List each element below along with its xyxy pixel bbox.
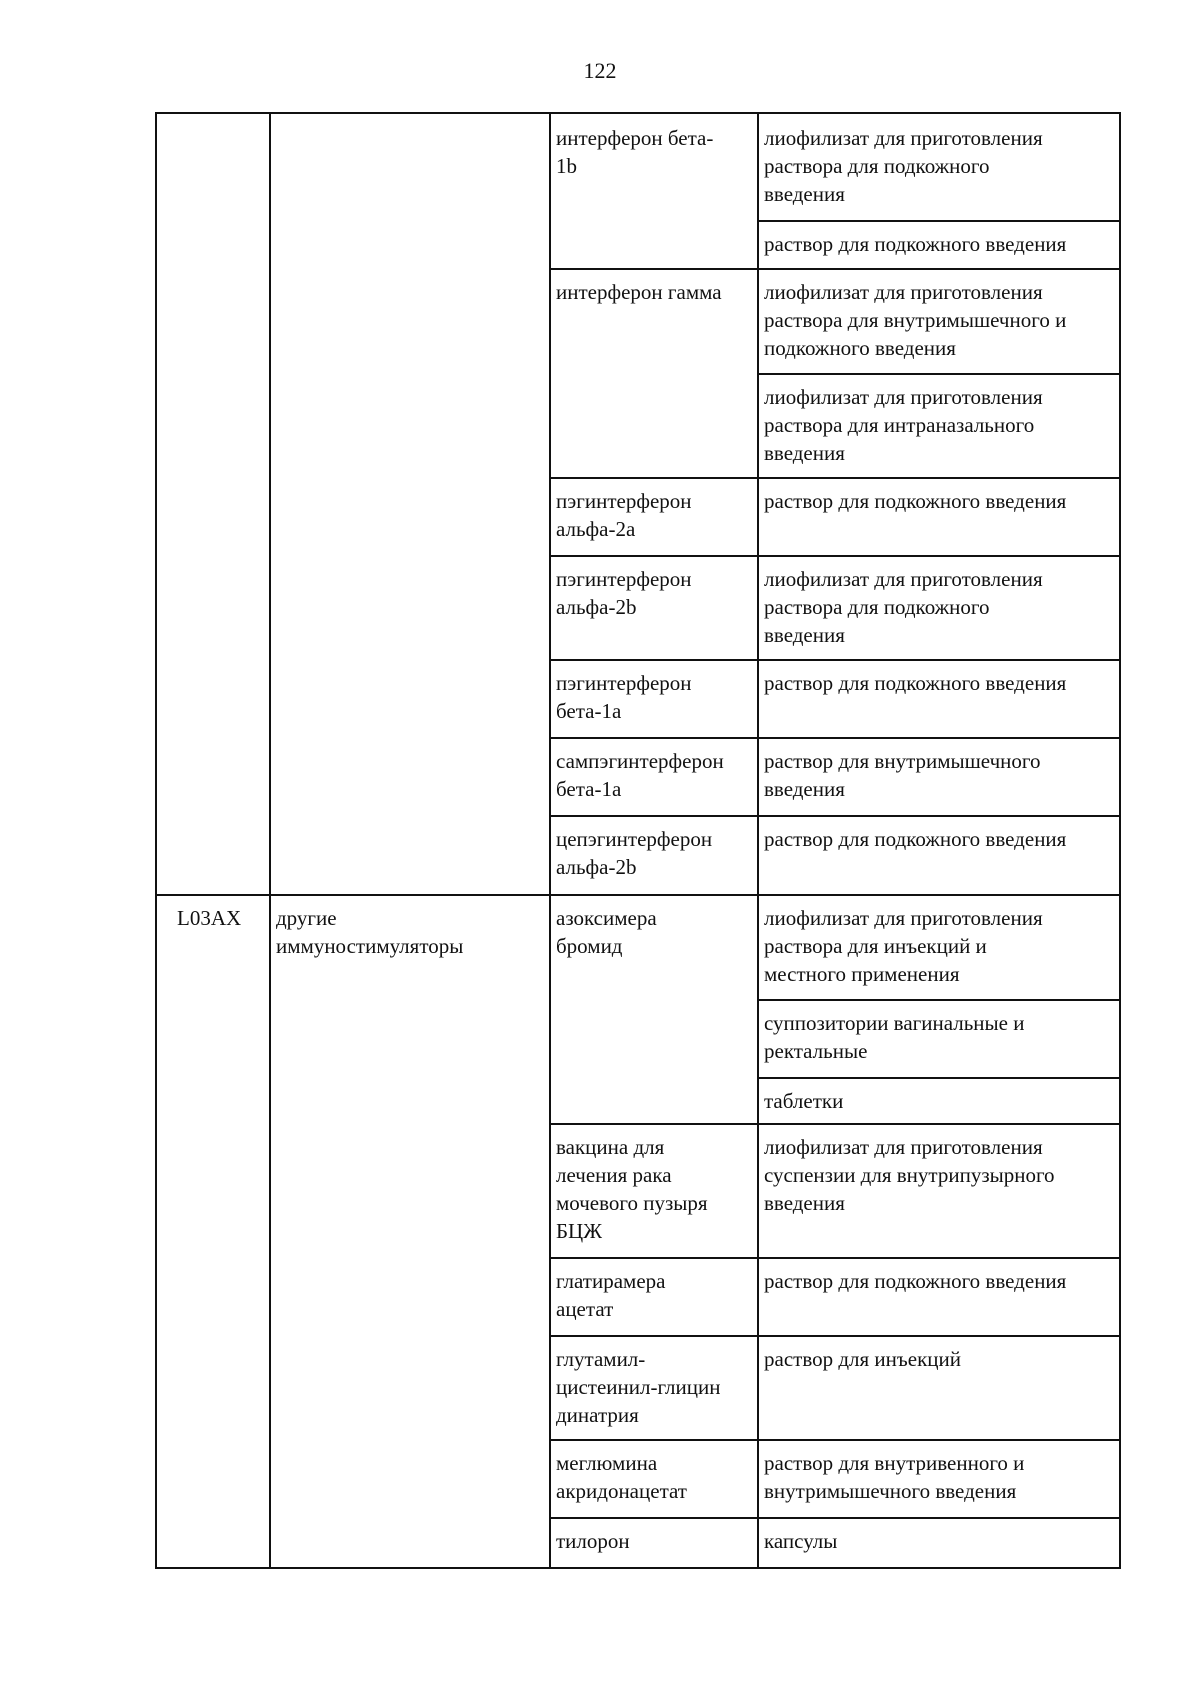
dosage-form: раствор для подкожного введения — [764, 671, 1067, 695]
group-name: другие иммуностимуляторы — [276, 906, 464, 958]
dosage-form: лиофилизат для приготовления раствора для подкожного введения — [764, 567, 1043, 647]
section-divider — [157, 894, 1119, 896]
drug-name: глатирамера ацетат — [556, 1269, 666, 1321]
dosage-form: суппозитории вагинальные и ректальные — [764, 1011, 1025, 1063]
form-divider — [757, 1077, 1119, 1079]
drug-name: интерферон гамма — [556, 280, 722, 304]
dosage-form: раствор для внутривенного и внутримышечного введения — [764, 1451, 1025, 1503]
drug-name: интерферон бета- 1b — [556, 126, 714, 178]
row-divider — [549, 737, 1119, 739]
dosage-form: таблетки — [764, 1089, 844, 1113]
row-divider — [549, 1439, 1119, 1441]
drug-name: пэгинтерферон бета-1a — [556, 671, 692, 723]
drug-name: тилорон — [556, 1529, 630, 1553]
atc-code: L03AX — [177, 906, 242, 930]
drug-name: глутамил- цистеинил-глицин динатрия — [556, 1347, 721, 1427]
dosage-form: лиофилизат для приготовления раствора для внутримышечного и подкожного введения — [764, 280, 1067, 360]
dosage-form: раствор для подкожного введения — [764, 827, 1067, 851]
row-divider — [549, 477, 1119, 479]
column-divider — [269, 114, 271, 1567]
drug-name: пэгинтерферон альфа-2a — [556, 489, 692, 541]
column-divider — [757, 114, 759, 1567]
dosage-form: лиофилизат для приготовления раствора для подкожного введения — [764, 126, 1043, 206]
dosage-form: раствор для подкожного введения — [764, 1269, 1067, 1293]
dosage-form: раствор для инъекций — [764, 1347, 961, 1371]
page-number: 122 — [583, 58, 617, 83]
dosage-form: капсулы — [764, 1529, 838, 1553]
form-divider — [757, 373, 1119, 375]
row-divider — [549, 268, 1119, 270]
row-divider — [549, 555, 1119, 557]
drug-name: вакцина для лечения рака мочевого пузыря БЦЖ — [556, 1135, 708, 1243]
form-divider — [757, 220, 1119, 222]
dosage-form: раствор для подкожного введения — [764, 232, 1067, 256]
dosage-form: лиофилизат для приготовления раствора для интраназального введения — [764, 385, 1043, 465]
drug-name: сампэгинтерферон бета-1a — [556, 749, 724, 801]
column-divider — [549, 114, 551, 1567]
drug-name: азоксимера бромид — [556, 906, 657, 958]
drug-table — [155, 112, 1121, 1569]
row-divider — [549, 1335, 1119, 1337]
drug-name: цепэгинтерферон альфа-2b — [556, 827, 713, 879]
drug-name: пэгинтерферон альфа-2b — [556, 567, 692, 619]
dosage-form: раствор для внутримышечного введения — [764, 749, 1041, 801]
row-divider — [549, 1257, 1119, 1259]
dosage-form: раствор для подкожного введения — [764, 489, 1067, 513]
dosage-form: лиофилизат для приготовления раствора для инъекций и местного применения — [764, 906, 1043, 986]
row-divider — [549, 1517, 1119, 1519]
drug-name: меглюмина акридонацетат — [556, 1451, 687, 1503]
dosage-form: лиофилизат для приготовления суспензии для внутрипузырного введения — [764, 1135, 1055, 1215]
row-divider — [549, 1123, 1119, 1125]
row-divider — [549, 815, 1119, 817]
form-divider — [757, 999, 1119, 1001]
row-divider — [549, 659, 1119, 661]
